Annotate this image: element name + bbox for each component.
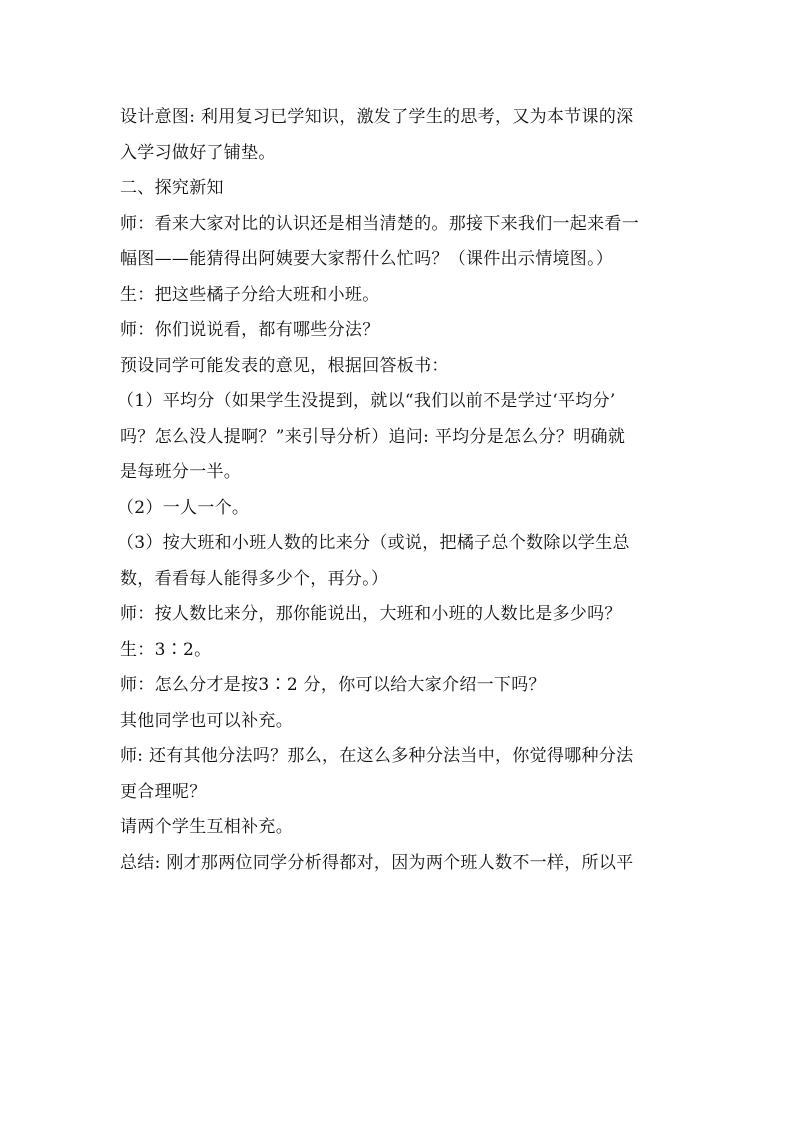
method-1-line-1: （1）平均分（如果学生没提到，就以“我们以前不是学过‘平均分’ [117,391,616,411]
method-3-line-2: 数，看看每人能得多少个，再分。） [120,568,389,589]
teacher-line-2: 师：你们说说看，都有哪些分法？ [120,320,380,340]
teacher-line-5: 师: 还有其他分法吗？那么，在这么多种分法当中，你觉得哪种分法 [120,746,634,766]
method-1-line-3: 是每班分一半。 [120,462,242,482]
method-2-line: （2）一人一个。 [117,497,250,518]
preset-line: 预设同学可能发表的意见，根据回答板书： [120,355,449,376]
summary-line: 总结: 刚才那两位同学分析得都对，因为两个班人数不一样，所以平 [120,852,634,873]
design-intent-line-2: 入学习做好了铺垫。 [120,142,276,163]
teacher-line-1-cont: 幅图——能猜得出阿姨要大家帮什么忙吗？（课件出示情境图。） [120,249,614,269]
teacher-line-1: 师：看来大家对比的认识还是相当清楚的。那接下来我们一起来看一 [120,213,639,234]
teacher-line-4: 师：怎么分才是按3∶2 分，你可以给大家介绍一下吗？ [120,675,546,695]
method-3-line-1: （3）按大班和小班人数的比来分（或说，把橘子总个数除以学生总 [117,533,630,553]
two-students-line: 请两个学生互相补充。 [120,817,293,837]
method-1-line-2: 吗？怎么没人提啊？”来引导分析）追问: 平均分是怎么分？明确就 [120,426,626,447]
teacher-line-5-cont: 更合理呢？ [120,781,207,802]
student-line-1: 生：把这些橘子分给大班和小班。 [120,284,380,305]
student-line-2: 生：3∶2。 [120,639,212,660]
design-intent-line-1: 设计意图: 利用复习已学知识，激发了学生的思考，又为本节课的深 [120,107,634,127]
teacher-line-3: 师：按人数比来分，那你能说出，大班和小班的人数比是多少吗？ [120,604,622,624]
others-supplement-line: 其他同学也可以补充。 [120,710,293,731]
section-heading: 二、探究新知 [120,178,224,198]
document-body [117,100,680,881]
